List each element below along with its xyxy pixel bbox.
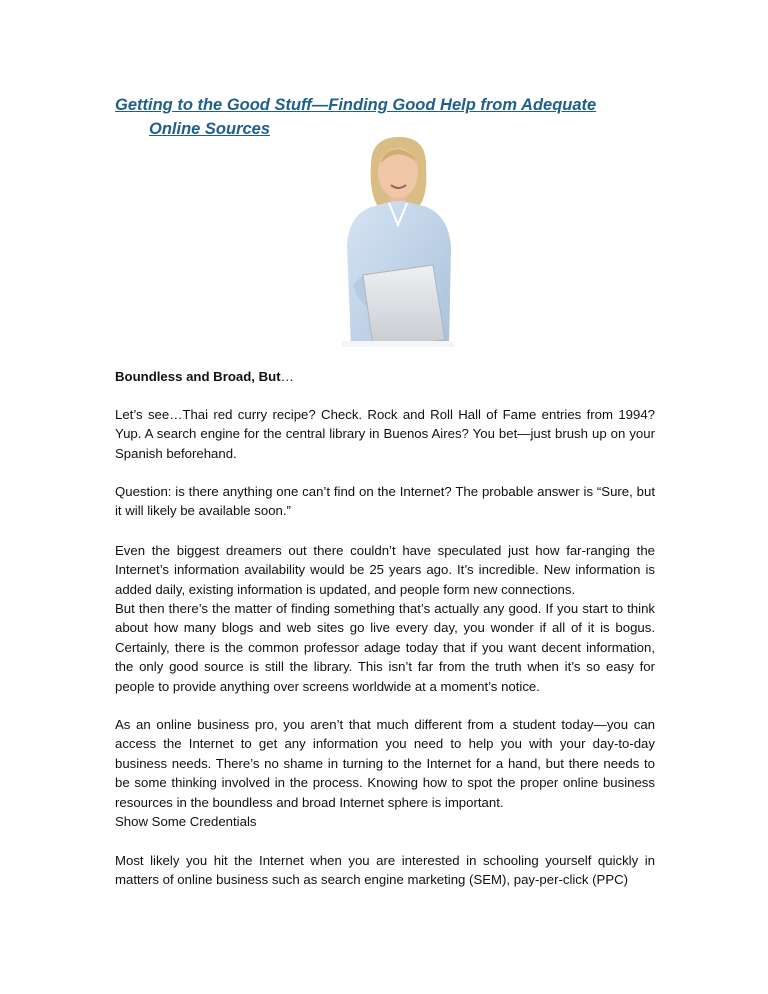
paragraph: But then there’s the matter of finding something that’s actually any good. If you start to think about how many blogs and web sites go live every day, you wonder if all of it is bogus. Certainly, there is the common professor adage today that if you want decent information, the only good source is still the library. This isn’t far from the truth when it’s so easy for people to provide anything over screens worldwide at a moment’s notice. [115, 601, 655, 694]
paragraph: Let’s see…Thai red curry recipe? Check. Rock and Roll Hall of Fame entries from 1994? Yup. A search engine for the central library in Buenos Aires? You bet—just brush up on your Spanish beforehand. [115, 407, 655, 461]
section-heading-ellipsis: … [280, 369, 294, 384]
section-heading-text: Boundless and Broad, But [115, 369, 281, 384]
woman-with-laptop-photo [341, 135, 454, 347]
paragraph: As an online business pro, you aren’t that much different from a student today—you can access the Internet to get any information you need to help you with your day-to-day business needs. There’s no shame in turning to the Internet for a hand, but there needs to be some thinking involved in the process. Knowing how to spot the proper online business resources in the boundless and broad Internet sphere is important. [115, 717, 655, 810]
paragraph: Most likely you hit the Internet when you are interested in schooling yourself quickly in matters of online business such as search engine marketing (SEM), pay-per-click (PPC) [115, 853, 655, 888]
subheading: Show Some Credentials [115, 814, 257, 829]
section-heading [115, 367, 655, 386]
title-line-2: Online Sources [149, 120, 271, 138]
paragraph: Even the biggest dreamers out there couldn’t have speculated just how far-ranging the Internet’s information availability would be 25 years ago. It’s incredible. New information is added daily, existing information is updated, and people form new connections. [115, 543, 655, 597]
title-line-1: Getting to the Good Stuff—Finding Good Help from Adequate [115, 96, 597, 114]
document-title [115, 93, 655, 141]
paragraph: Question: is there anything one can’t find on the Internet? The probable answer is “Sure, but it will likely be available soon.” [115, 484, 655, 519]
